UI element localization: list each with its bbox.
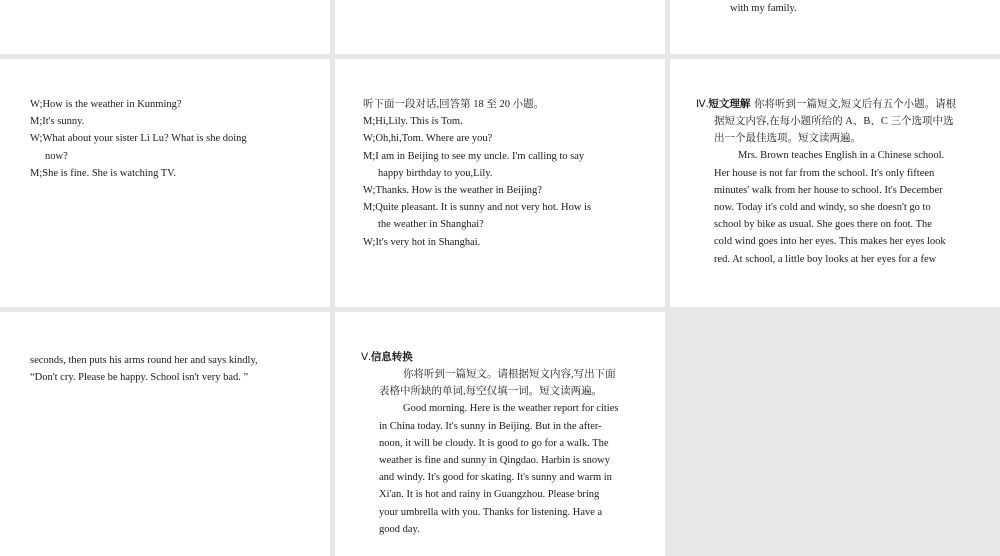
instruction-line: 你将听到一篇短文,短文后有五个小题。请根: [754, 99, 957, 110]
panel-section-5: [335, 312, 665, 556]
dialog-line: now?: [45, 150, 68, 162]
dialog-line: M;She is fine. She is watching TV.: [30, 167, 177, 179]
dialog-line: W;What about your sister Li Lu? What is she doing: [30, 133, 247, 145]
passage-line: good day.: [379, 523, 420, 535]
instruction-line: 出一个最佳选项。短文读两遍。: [714, 133, 861, 145]
passage-line: noon, it will be cloudy. It is good to go for a walk. The: [379, 437, 609, 449]
passage-line: Her house is not far from the school. It's only fifteen: [714, 167, 935, 179]
dialog-line: the weather in Shanghai?: [378, 219, 484, 231]
section-5-numeral: Ⅴ.: [361, 352, 371, 363]
passage-line: seconds, then puts his arms round her and says kindly,: [30, 355, 258, 366]
dialog-line: M;Quite pleasant. It is sunny and not very hot. How is: [363, 202, 592, 214]
dialog-line: happy birthday to you,Lily.: [378, 167, 493, 179]
section-4-title: 短文理解: [708, 98, 751, 110]
panel-dialog-beijing: [335, 59, 665, 307]
panel-dialog-kunming: [0, 59, 330, 307]
panel-continuation: [0, 312, 330, 556]
passage-line: in China today. It's sunny in Beijing. But in the after-: [379, 420, 602, 432]
panel-empty: [670, 312, 1000, 556]
panel-section-4: [670, 59, 1000, 307]
panel-top-left: [0, 0, 330, 54]
dialog-line: M;I am in Beijing to see my uncle. I'm calling to say: [363, 150, 585, 162]
dialog-line: M;It's sunny.: [30, 116, 85, 128]
passage-line: Good morning. Here is the weather report for cities: [403, 403, 619, 415]
passage-line: weather is fine and sunny in Qingdao. Harbin is snowy: [379, 455, 610, 467]
section-4-numeral: Ⅳ.: [696, 99, 709, 110]
dialog-line: W;It's very hot in Shanghai.: [363, 236, 481, 248]
section-5-heading: [361, 349, 413, 366]
dialog-line: W;Thanks. How is the weather in Beijing?: [363, 185, 542, 197]
dialog-line: W;Oh,hi,Tom. Where are you?: [363, 133, 493, 145]
passage-line: now. Today it's cold and windy, so she doesn't go to: [714, 202, 931, 214]
dialog-line: W;How is the weather in Kunming?: [30, 99, 182, 110]
passage-line: school by bike as usual. She goes there on foot. The: [714, 219, 932, 231]
instruction-line: 表格中所缺的单词,每空仅填一词。短文读两遍。: [379, 386, 603, 398]
dialog-line: M;Hi,Lily. This is Tom.: [363, 116, 463, 128]
passage-line: Mrs. Brown teaches English in a Chinese school.: [738, 150, 945, 162]
passage-line: and windy. It's good for skating. It's sunny and warm in: [379, 472, 612, 484]
passage-line: minutes' walk from her house to school. It's December: [714, 184, 943, 196]
instruction-line: 你将听到一篇短文。请根据短文内容,写出下面: [403, 369, 616, 380]
panel-top-right: [670, 0, 1000, 54]
instruction-line: 听下面一段对话,回答第 18 至 20 小题。: [363, 99, 545, 110]
passage-line: red. At school, a little boy looks at her eyes for a few: [714, 253, 937, 265]
passage-line: your umbrella with you. Thanks for listening. Have a: [379, 506, 603, 518]
top-right-text: with my family.: [730, 3, 797, 14]
passage-line: cold wind goes into her eyes. This makes her eyes look: [714, 236, 946, 248]
passage-line: Xi'an. It is hot and rainy in Guangzhou. Please bring: [379, 489, 600, 501]
panel-top-middle: [335, 0, 665, 54]
passage-line: “Don't cry. Please be happy. School isn't very bad. ”: [30, 372, 249, 384]
instruction-line: 据短文内容,在每小题所给的 A、B、C 三个选项中选: [714, 116, 954, 127]
section-5-title: 信息转换: [370, 351, 413, 363]
